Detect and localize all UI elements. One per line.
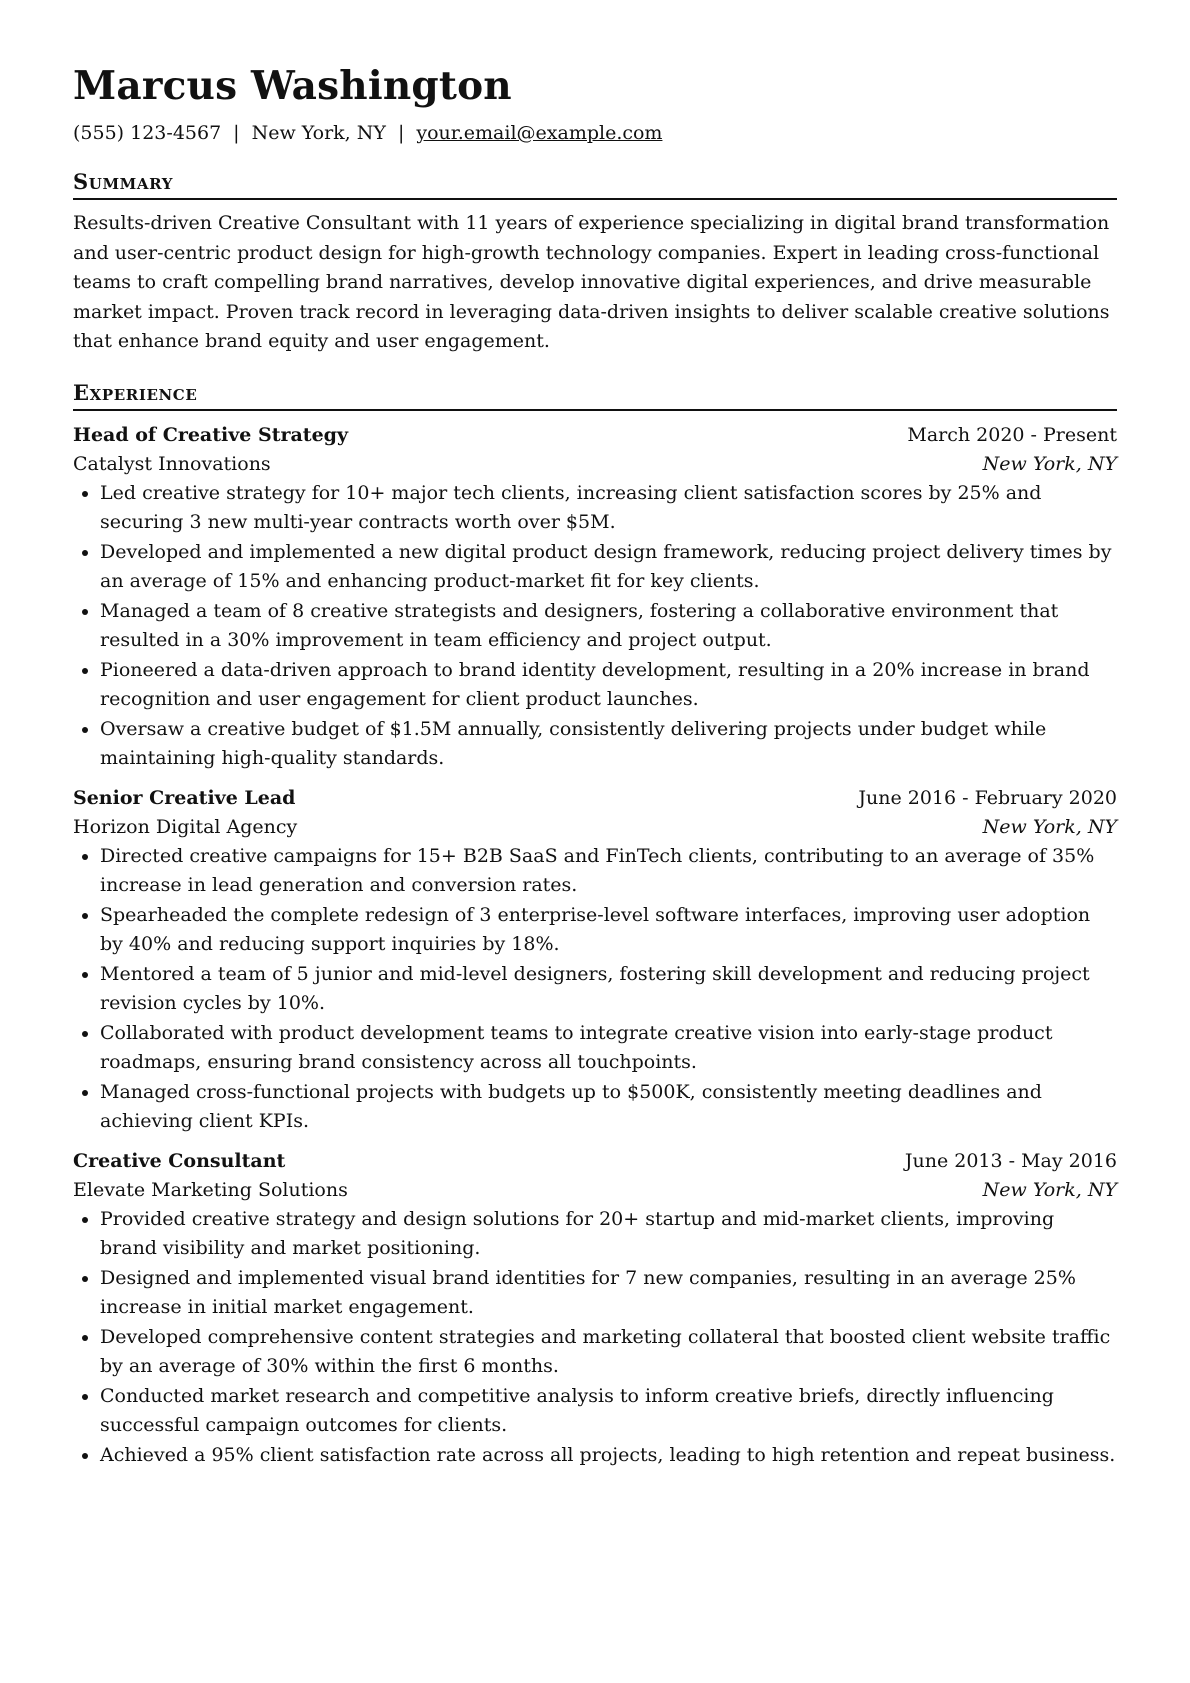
job-dates: March 2020 - Present xyxy=(907,423,1117,446)
job-company: Catalyst Innovations xyxy=(73,452,271,475)
phone-number: (555) 123-4567 xyxy=(73,122,222,144)
job-title-row xyxy=(73,1147,1117,1176)
job-company: Elevate Marketing Solutions xyxy=(73,1178,348,1201)
job-dates: June 2016 - February 2020 xyxy=(858,786,1117,809)
list-item: • Designed and implemented visual brand identities for 7 new companies, resulting in an average 25% increase in initial market engagement. xyxy=(100,1264,1117,1323)
job-bullets xyxy=(73,842,1117,1137)
list-item: • Collaborated with product development teams to integrate creative vision into early-stage product roadmaps, ensuring brand consistency across all touchpoints. xyxy=(100,1019,1117,1078)
job-title: Head of Creative Strategy xyxy=(73,423,348,446)
list-item: • Directed creative campaigns for 15+ B2B SaaS and FinTech clients, contributing to an average of 35% increase in lead generation and conversion rates. xyxy=(100,842,1117,901)
list-item: • Developed comprehensive content strategies and marketing collateral that boosted client website traffic by an average of 30% within the first 6 months. xyxy=(100,1323,1117,1382)
job-entry xyxy=(73,421,1117,774)
list-item: • Managed a team of 8 creative strategists and designers, fostering a collaborative environment that resulted in a 30% improvement in team efficiency and project output. xyxy=(100,597,1117,656)
job-location: New York, NY xyxy=(982,452,1117,475)
job-dates: June 2013 - May 2016 xyxy=(904,1149,1117,1172)
list-item: • Developed and implemented a new digital product design framework, reducing project delivery times by an average of 15% and enhancing product-market fit for key clients. xyxy=(100,538,1117,597)
job-bullets xyxy=(73,479,1117,774)
contact-separator: | xyxy=(233,122,240,144)
list-item: • Oversaw a creative budget of $1.5M annually, consistently delivering projects under budget while maintaining high-quality standards. xyxy=(100,715,1117,774)
contact-separator: | xyxy=(397,122,405,144)
contact-location: New York, NY xyxy=(251,122,386,144)
contact-line xyxy=(73,120,1117,146)
list-item: • Spearheaded the complete redesign of 3 enterprise-level software interfaces, improving user adoption by 40% and reducing support inquiries by 18%. xyxy=(100,901,1117,960)
job-bullets xyxy=(73,1205,1117,1471)
list-item: • Provided creative strategy and design solutions for 20+ startup and mid-market clients, improving brand visibility and market positioning. xyxy=(100,1205,1117,1264)
list-item: • Pioneered a data-driven approach to brand identity development, resulting in a 20% increase in brand recognition and user engagement for client product launches. xyxy=(100,656,1117,715)
summary-heading: Summary xyxy=(73,168,1117,200)
email-link[interactable]: your.email@example.com xyxy=(416,122,663,144)
job-company-row xyxy=(73,1176,1117,1205)
list-item: • Achieved a 95% client satisfaction rate across all projects, leading to high retention and repeat business. xyxy=(100,1441,1117,1471)
job-company-row xyxy=(73,450,1117,479)
job-title-row xyxy=(73,784,1117,813)
job-location: New York, NY xyxy=(982,1178,1117,1201)
job-location: New York, NY xyxy=(982,815,1117,838)
candidate-name: Marcus Washington xyxy=(73,63,512,109)
list-item: • Managed cross-functional projects with budgets up to $500K, consistently meeting deadlines and achieving client KPIs. xyxy=(100,1078,1117,1137)
job-title: Senior Creative Lead xyxy=(73,786,296,809)
list-item: • Conducted market research and competitive analysis to inform creative briefs, directly influencing successful campaign outcomes for clients. xyxy=(100,1382,1117,1441)
experience-heading: Experience xyxy=(73,379,1117,411)
list-item: • Mentored a team of 5 junior and mid-level designers, fostering skill development and reducing project revision cycles by 10%. xyxy=(100,960,1117,1019)
job-title-row xyxy=(73,421,1117,450)
job-entry xyxy=(73,784,1117,1137)
summary-text: Results-driven Creative Consultant with 11 years of experience specializing in digital brand transformation and user-centric product design for high-growth technology companies. Expert in leading cross-functional teams to craft compelling brand narratives, develop innovative digital experiences, and drive measurable market impact. Proven track record in leveraging data-driven insights to deliver scalable creative solutions that enhance brand equity and user engagement. xyxy=(73,212,1110,352)
list-item: • Led creative strategy for 10+ major tech clients, increasing client satisfaction scores by 25% and securing 3 new multi-year contracts worth over $5M. xyxy=(100,479,1117,538)
job-company-row xyxy=(73,813,1117,842)
job-entry xyxy=(73,1147,1117,1471)
experience-list xyxy=(73,421,1117,1471)
job-title: Creative Consultant xyxy=(73,1149,286,1172)
job-company: Horizon Digital Agency xyxy=(73,815,298,838)
